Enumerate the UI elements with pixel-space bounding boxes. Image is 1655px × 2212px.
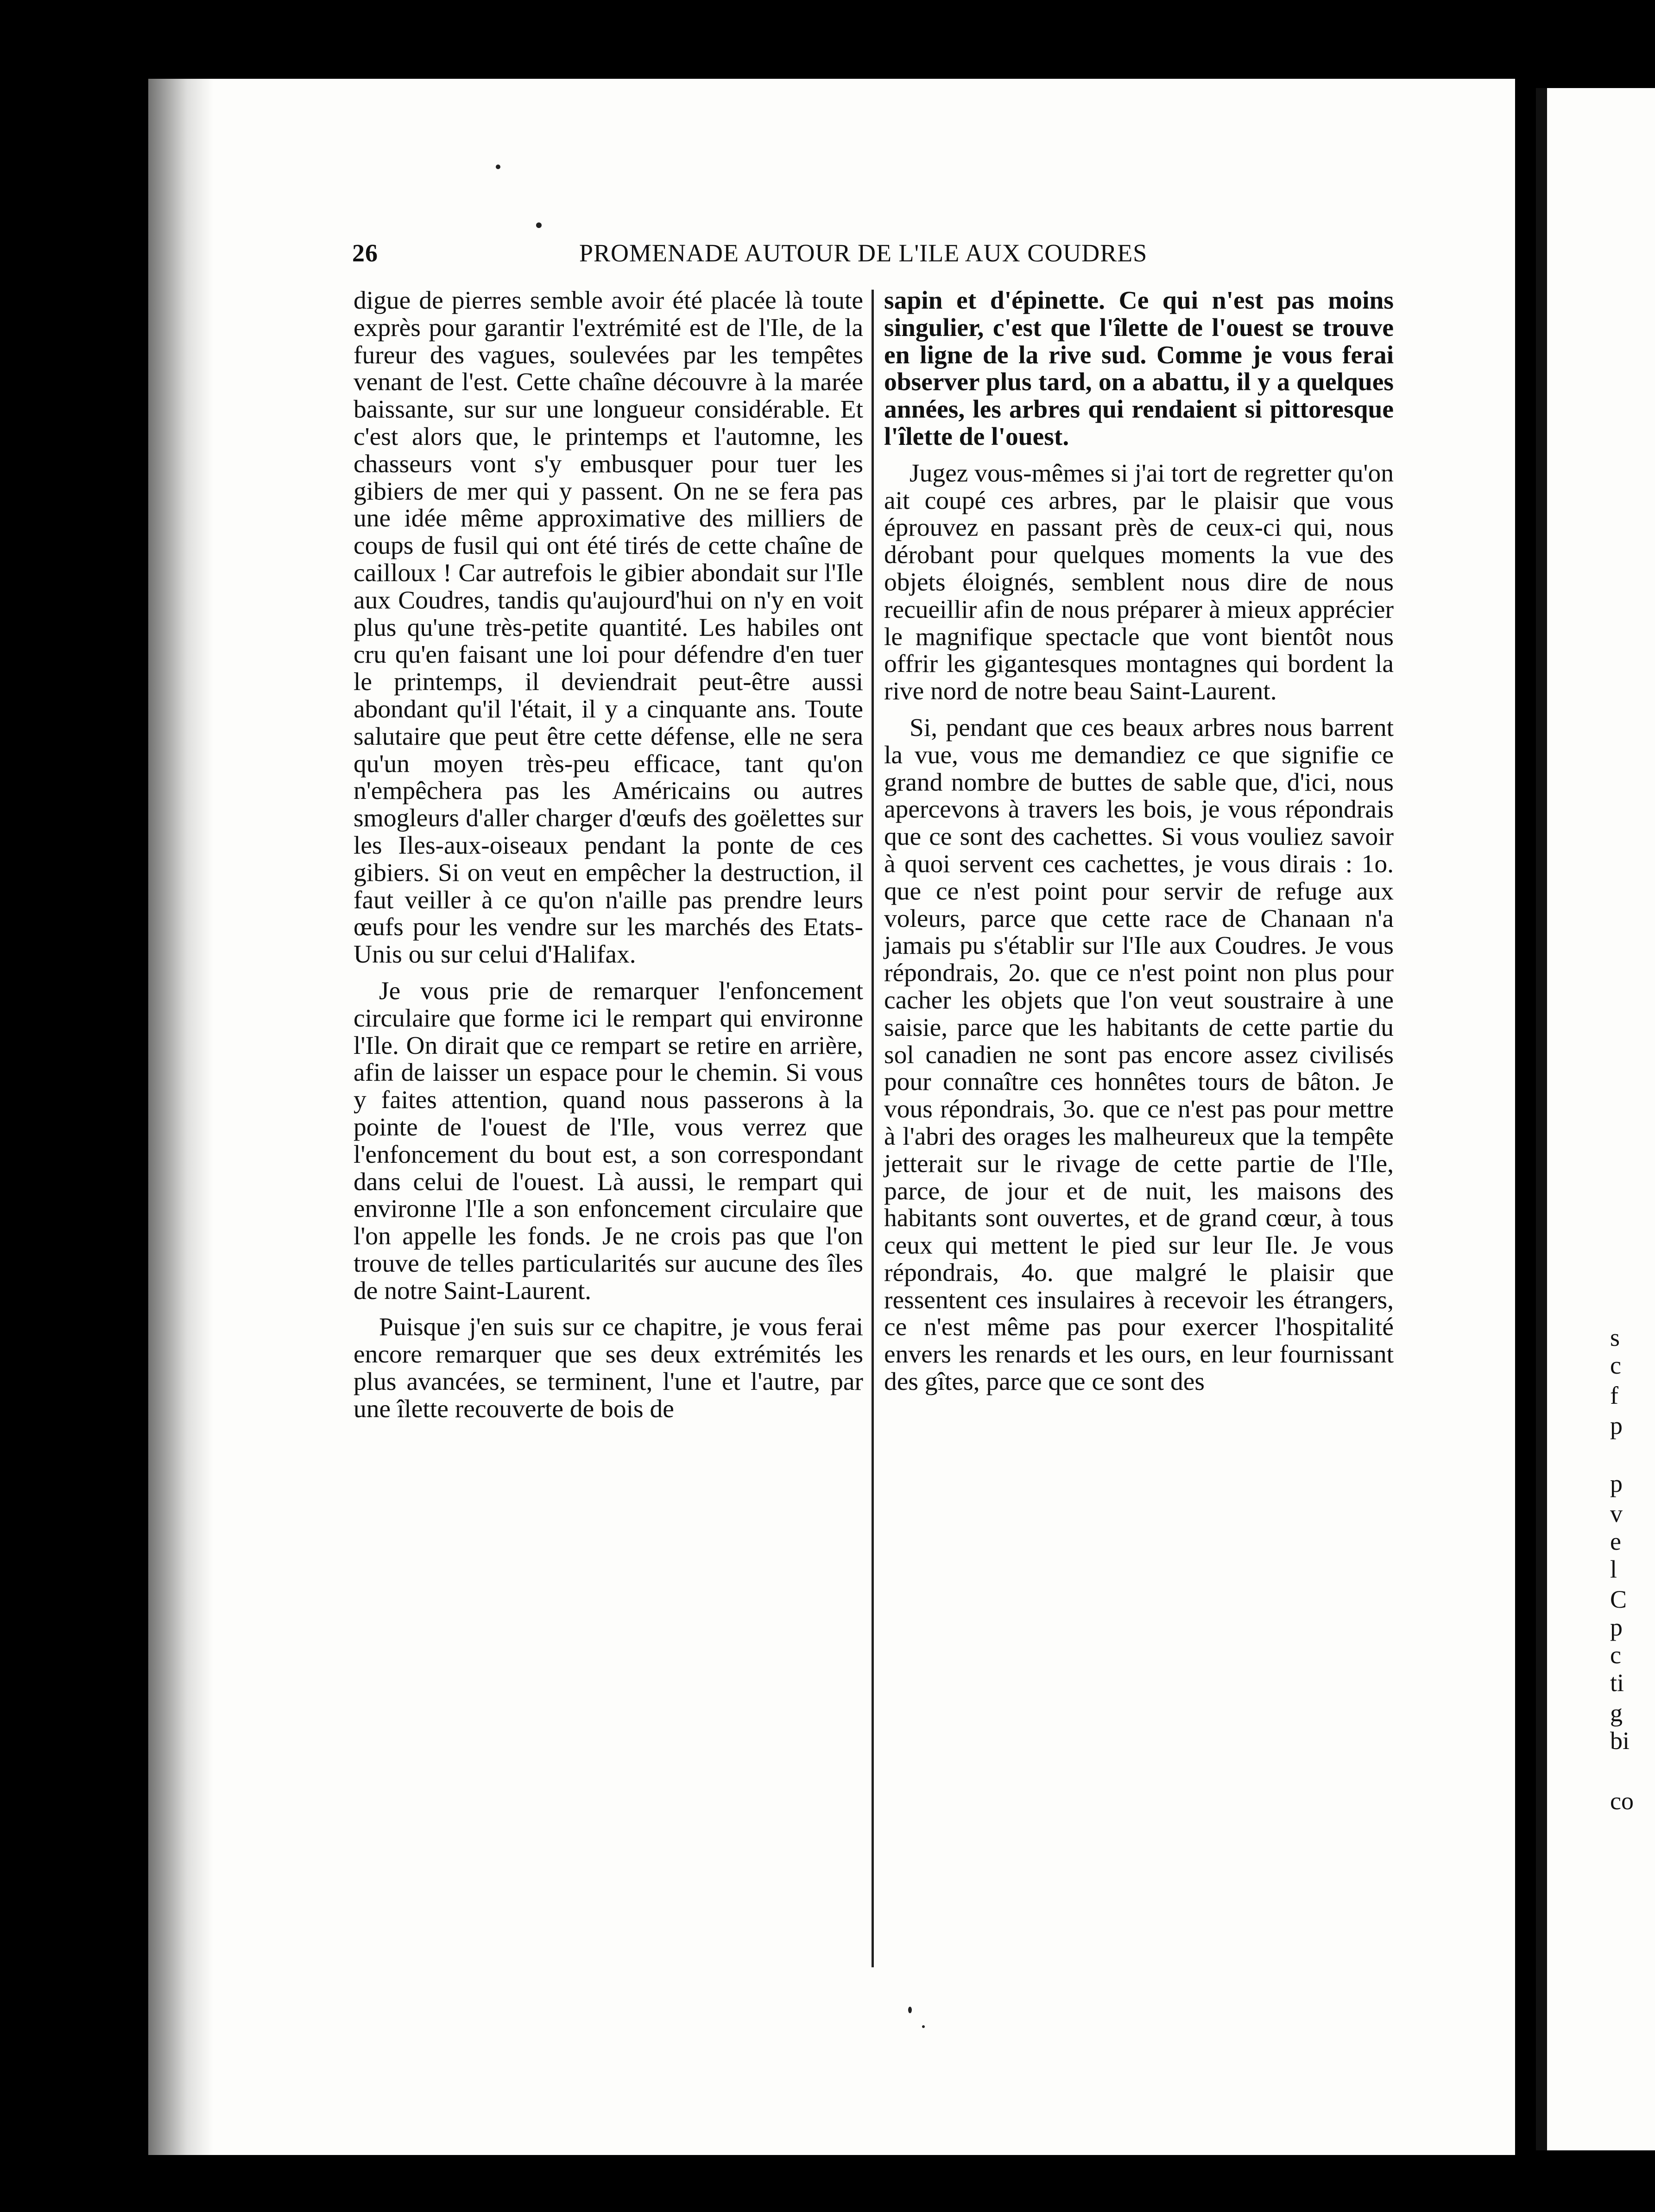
paragraph: Si, pendant que ces beaux arbres nous barrent la vue, vous me demandiez ce que signifie ce grand nombre de buttes de sable que, d'ici, nous apercevons à travers les bois, je vous répondrais que ce sont des cachettes. Si vous vouliez savoir à quoi servent ces cachettes, je vous dirais : 1o. que ce n'est point pour servir de refuge aux voleurs, parce que cette race de Chanaan n'a jamais pu s'établir sur l'Ile aux Coudres. Je vous répondrais, 2o. que ce n'est point non plus pour cacher les objets que l'on veut soustraire à une saisie, parce que les habitants de cette partie du sol canadien ne sont pas encore assez civilisés pour connaître ces honnêtes tours de bâton. Je vous répondrais, 3o. que ce n'est pas pour mettre à l'abri des orages les malheureux que la tempête jetterait sur le rivage de cette partie de l'Ile, parce, de jour et de nuit, les maisons des habitants sont ouvertes, et de grand cœur, à tous ceux qui mettent le pied sur leur Ile. Je vous répondrais, 4o. que malgré le plaisir que ressentent ces insulaires à recevoir les étrangers, ce n'est même pas pour exercer l'hospitalité envers les renards et les ours, en leur fournissant des gîtes, parce que ce sont des <box>884 713 1394 1396</box>
fragment: p <box>1610 1613 1623 1641</box>
fragment: v <box>1610 1500 1623 1527</box>
fragment: ti <box>1610 1669 1624 1697</box>
print-speck <box>496 165 500 169</box>
fragment: co <box>1610 1787 1634 1815</box>
fragment: f <box>1610 1382 1618 1409</box>
fragment: c <box>1610 1351 1621 1379</box>
fragment: p <box>1610 1412 1623 1439</box>
fragment: bi <box>1610 1727 1630 1755</box>
fragment: e <box>1610 1527 1621 1555</box>
paragraph: Jugez vous-mêmes si j'ai tort de regretter qu'on ait coupé ces arbres, par le plaisir que vous éprouvez en passant près de ceux-ci qui, nous dérobant pour quelques moments la vue des objets éloignés, semblent nous dire de nous recueillir afin de nous préparer à mieux apprécier le magnifique spectacle que vont bientôt nous offrir les gigantesques montagnes qui bordent la rive nord de notre beau Saint-Laurent. <box>884 459 1394 706</box>
fragment: c <box>1610 1641 1621 1669</box>
paragraph: Puisque j'en suis sur ce chapitre, je vous ferai encore remarquer que ses deux extrémités les plus avancées, se terminent, l'une et l'autre, par une îlette recouverte de bois de <box>354 1313 863 1423</box>
fragment: g <box>1610 1699 1623 1727</box>
page-edge-line <box>1536 88 1547 2150</box>
print-speck <box>536 222 542 228</box>
fragment: l <box>1610 1555 1617 1583</box>
fragment: C <box>1610 1585 1627 1613</box>
print-speck <box>908 2007 912 2013</box>
fragment: p <box>1610 1470 1623 1497</box>
paragraph: Je vous prie de remarquer l'enfoncement circulaire que forme ici le rempart qui environne l'Ile. On dirait que ce rempart se retire en arrière, afin de laisser un espace pour le chemin. Si vous y faites attention, quand nous passerons à la pointe de l'ouest de l'Ile, vous verrez que l'enfoncement du bout est, a son correspondant dans celui de l'ouest. Là aussi, le rempart qui environne l'Ile a son enfoncement circulaire que l'on appelle les fonds. Je ne crois pas que l'on trouve de telles particularités sur aucune des îles de notre Saint-Laurent. <box>354 976 863 1305</box>
left-column <box>354 287 863 1423</box>
print-speck <box>922 2025 925 2028</box>
binding-shadow <box>148 79 213 2155</box>
running-title: PROMENADE AUTOUR DE L'ILE AUX COUDRES <box>579 239 1148 267</box>
page-header <box>352 239 1242 276</box>
column-divider <box>872 290 874 1967</box>
right-column <box>884 287 1394 1396</box>
page-number: 26 <box>352 239 378 267</box>
paragraph: sapin et d'épinette. Ce qui n'est pas moins singulier, c'est que l'îlette de l'ouest se trouve en ligne de la rive sud. Comme je vous ferai observer plus tard, on a abattu, il y a quelques années, les arbres qui rendaient si pittoresque l'îlette de l'ouest. <box>884 286 1394 451</box>
paragraph: digue de pierres semble avoir été placée là toute exprès pour garantir l'extrémité est de l'Ile, de la fureur des vagues, soulevées par les tempêtes venant de l'est. Cette chaîne découvre à la marée baissante, sur sur une longueur considérable. Et c'est alors que, le printemps et l'automne, les chasseurs vont s'y embusquer pour tuer les gibiers de mer qui y passent. On ne se fera pas une idée même approximative des milliers de coups de fusil qui ont été tirés de cette chaîne de cailloux ! Car autrefois le gibier abondait sur l'Ile aux Coudres, tandis qu'aujourd'hui on n'y en voit plus qu'une très-petite quantité. Les habiles ont cru qu'en faisant une loi pour défendre d'en tuer le printemps, il deviendrait peut-être aussi abondant qu'il l'était, il y a cinquante ans. Toute salutaire que peut être cette défense, elle ne sera qu'un moyen très-peu efficace, tant qu'on n'empêchera pas les Américains ou autres smogleurs d'aller charger d'œufs des goëlettes sur les Iles-aux-oiseaux pendant la ponte de ces gibiers. Si on veut en empêcher la destruction, il faut veiller à ce qu'on n'aille pas prendre leurs œufs pour les vendre sur les marchés des Etats-Unis ou sur celui d'Halifax. <box>354 286 863 969</box>
adjacent-page-edge <box>1536 88 1655 2150</box>
fragment: s <box>1610 1324 1620 1351</box>
